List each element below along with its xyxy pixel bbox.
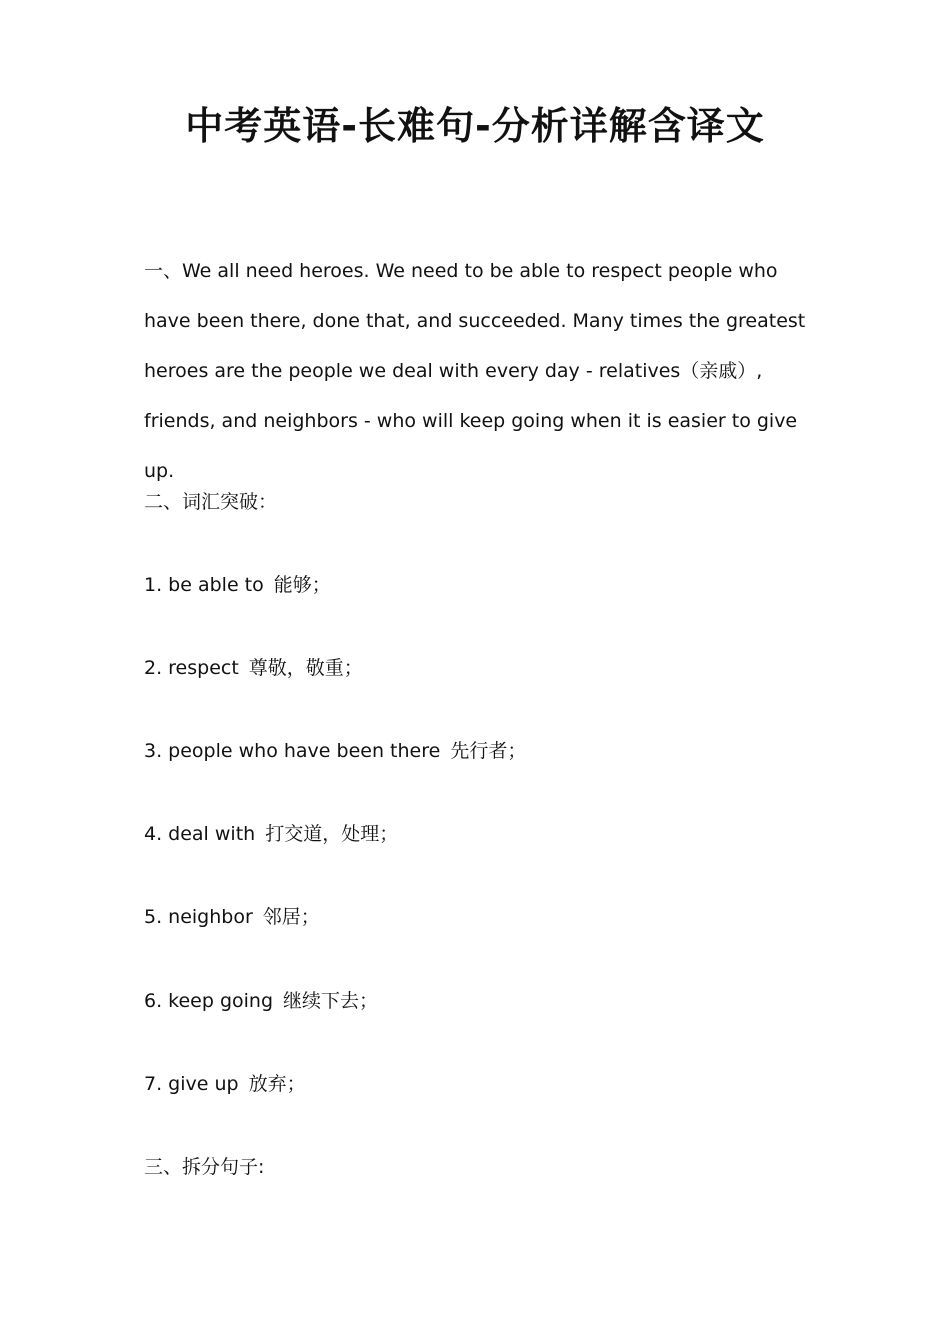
vocab-term: 3. people who have been there	[144, 740, 441, 762]
page-title: 中考英语-长难句-分析详解含译文	[185, 104, 765, 148]
vocab-term: 7. give up	[144, 1073, 239, 1095]
vocab-item-7	[144, 1069, 306, 1099]
vocab-term: 1. be able to	[144, 574, 264, 596]
vocab-term: 2. respect	[144, 657, 239, 679]
vocab-term: 6. keep going	[144, 990, 274, 1012]
vocab-term: 4. deal with	[144, 823, 256, 845]
vocab-item-3	[144, 736, 526, 766]
vocab-meaning: 邻居；	[262, 906, 320, 928]
vocab-meaning: 放弃；	[248, 1073, 306, 1095]
vocab-meaning: 能够；	[273, 574, 331, 596]
vocab-item-2	[144, 653, 363, 683]
passage-paragraph: 一、We all need heroes. We need to be able to respect people who have been there, done that, and succeeded. Many times the greatest heroes are the people we deal with every day - relatives（亲戚）, friends, and neighbors - who will keep going when it is easier to give up.	[144, 260, 806, 482]
sentence-breakdown-heading: 三、拆分句子:	[144, 1156, 265, 1178]
vocab-item-5	[144, 902, 320, 932]
vocab-term: 5. neighbor	[144, 906, 253, 928]
vocab-item-6	[144, 986, 378, 1016]
vocab-meaning: 先行者；	[450, 740, 527, 762]
vocab-item-4	[144, 819, 398, 849]
vocab-item-1	[144, 570, 331, 600]
vocab-meaning: 打交道，处理；	[265, 823, 399, 845]
vocab-meaning: 尊敬，敬重；	[248, 657, 363, 679]
vocabulary-heading: 二、词汇突破：	[144, 491, 278, 513]
vocab-meaning: 继续下去；	[283, 990, 379, 1012]
